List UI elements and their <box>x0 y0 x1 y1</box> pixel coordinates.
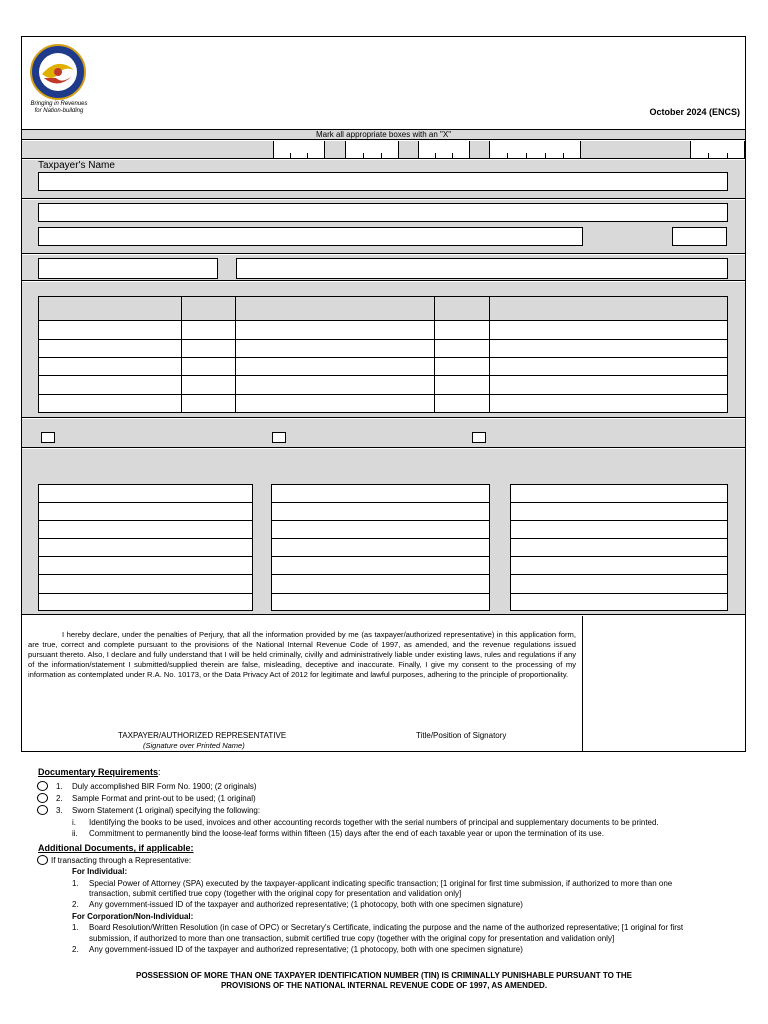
individual-item-2-num: 2. <box>72 900 79 909</box>
individual-heading: For Individual: <box>72 867 128 876</box>
grid-column-1[interactable] <box>38 484 253 611</box>
subrequirement-ii <box>72 829 604 839</box>
grid-column-2[interactable] <box>271 484 490 611</box>
requirement-1-num: 1. <box>56 782 63 791</box>
corp-item-2 <box>72 945 523 955</box>
checkbox-option-2[interactable] <box>272 432 286 443</box>
requirement-2-checkbox[interactable] <box>37 793 48 803</box>
date-box-5[interactable] <box>690 141 745 159</box>
corp-item-2-line1: Any government-issued ID of the taxpayer and authorized representative; (1 photocopy, both with one specimen signature) <box>89 945 523 954</box>
requirement-2-text: Sample Format and print-out to be used; (1 original) <box>72 794 256 803</box>
subrequirement-i-num: i. <box>72 818 76 827</box>
individual-item-1-num: 1. <box>72 879 79 888</box>
requirement-2 <box>56 794 256 804</box>
tagline-line2: for Nation-building <box>34 108 84 114</box>
individual-item-2 <box>72 900 523 910</box>
tagline <box>28 101 90 115</box>
footer-warning-line1: POSSESSION OF MORE THAN ONE TAXPAYER IDENTIFICATION NUMBER (TIN) IS CRIMINALLY PUNISHABLE PURSUANT TO THE <box>135 971 633 980</box>
corp-item-1-cont: submission, if authorized to more than one transaction, submit certified true copy (together with the original copy for presentation and validation only] <box>89 934 615 943</box>
individual-item-2-line1: Any government-issued ID of the taxpayer and authorized representative; (1 photocopy, both with one specimen signature) <box>89 900 523 909</box>
doc-requirements-colon: : <box>158 767 161 777</box>
date-box-3[interactable] <box>418 141 470 159</box>
zip-code-field[interactable] <box>672 227 727 246</box>
requirement-3-text: Sworn Statement (1 original) specifying the following: <box>72 806 261 815</box>
bir-logo <box>26 44 90 100</box>
additional-docs-heading: Additional Documents, if applicable: <box>38 843 194 853</box>
requirement-2-num: 2. <box>56 794 63 803</box>
corp-item-2-num: 2. <box>72 945 79 954</box>
form-version: October 2024 (ENCS) <box>649 107 740 117</box>
mark-instruction-band <box>22 129 745 140</box>
subrequirement-i <box>72 818 659 828</box>
signatory-label: TAXPAYER/AUTHORIZED REPRESENTATIVE <box>118 731 287 740</box>
checkbox-option-1[interactable] <box>41 432 55 443</box>
requirement-3-num: 3. <box>56 806 63 815</box>
representative-checkbox[interactable] <box>37 855 48 865</box>
date-box-2[interactable] <box>345 141 399 159</box>
individual-item-1 <box>72 879 672 889</box>
requirement-1-text: Duly accomplished BIR Form No. 1900; (2 originals) <box>72 782 257 791</box>
requirement-3-checkbox[interactable] <box>37 805 48 815</box>
declaration-text: I hereby declare, under the penalties of Perjury, that all the information provided by me (as taxpayer/authorized representative) in this application form, are true, correct and complete pursuant to the provisions of the National Internal Revenue Code of 1997, as amended, and the revenue regulations issued pursuant thereto. Also, I declare and fully understand that I will be held criminally, civilly and administratively liable under existing laws, rules and regulations if any of the information/statement I submitted/supplied therein are false, misleading, deceptive and inaccurate. Finally, I give my consent to the processing of my information as contemplated under R.A. No. 10173, or the Data Privacy Act of 2012 for legitimate and lawful purposes, adhering to the principle of proportionality. <box>28 630 576 679</box>
subrequirement-ii-text: Commitment to permanently bind the loose-leaf forms within fifteen (15) days after the end of each taxable year or upon the termination of its use. <box>89 829 604 838</box>
doc-requirements-title: Documentary Requirements <box>38 767 159 777</box>
tagline-line1: Bringing in Revenues <box>30 101 88 107</box>
contact-field-1[interactable] <box>38 258 218 279</box>
requirement-1 <box>56 782 257 792</box>
subrequirement-ii-num: ii. <box>72 829 78 838</box>
grid-column-3[interactable] <box>510 484 728 611</box>
corp-item-1-num: 1. <box>72 923 79 932</box>
signatory-sub: (Signature over Printed Name) <box>143 741 245 750</box>
individual-item-1-line1: Special Power of Attorney (SPA) executed by the taxpayer-applicant indicating specific transaction; [1 original for first time submission, if authorized to more than one <box>89 879 673 888</box>
address-field-2[interactable] <box>38 227 583 246</box>
address-field-1[interactable] <box>38 203 728 222</box>
taxpayer-name-label: Taxpayer's Name <box>38 160 115 171</box>
footer-warning-line2: PROVISIONS OF THE NATIONAL INTERNAL REVENUE CODE OF 1997, AS AMENDED. <box>220 981 548 990</box>
representative-label: If transacting through a Representative: <box>51 856 192 865</box>
requirement-1-checkbox[interactable] <box>37 781 48 791</box>
footer-warning <box>0 971 768 991</box>
corp-item-1 <box>72 923 683 933</box>
corp-item-1-line1: Board Resolution/Written Resolution (in case of OPC) or Secretary's Certificate, indicating the purpose and the name of the authorized representative; [1 original for first <box>89 923 684 932</box>
title-position-label: Title/Position of Signatory <box>416 731 507 740</box>
doc-requirements-heading <box>38 767 161 777</box>
checkbox-section <box>22 419 745 448</box>
individual-item-1-cont: transaction, submit certified true copy (together with the original copy for presentation and validation only] <box>89 889 462 898</box>
requirement-3 <box>56 806 260 816</box>
mark-instruction: Mark all appropriate boxes with an "X" <box>315 130 452 139</box>
checkbox-option-3[interactable] <box>472 432 486 443</box>
contact-field-2[interactable] <box>236 258 728 279</box>
subrequirement-i-text: Identifying the books to be used, invoices and other accounting records together with the serial numbers of principal and supplementary documents to be printed. <box>89 818 659 827</box>
date-box-1[interactable] <box>273 141 325 159</box>
date-box-4[interactable] <box>489 141 581 159</box>
corp-heading: For Corporation/Non-Individual: <box>72 912 194 921</box>
taxpayer-name-field[interactable] <box>38 172 728 191</box>
